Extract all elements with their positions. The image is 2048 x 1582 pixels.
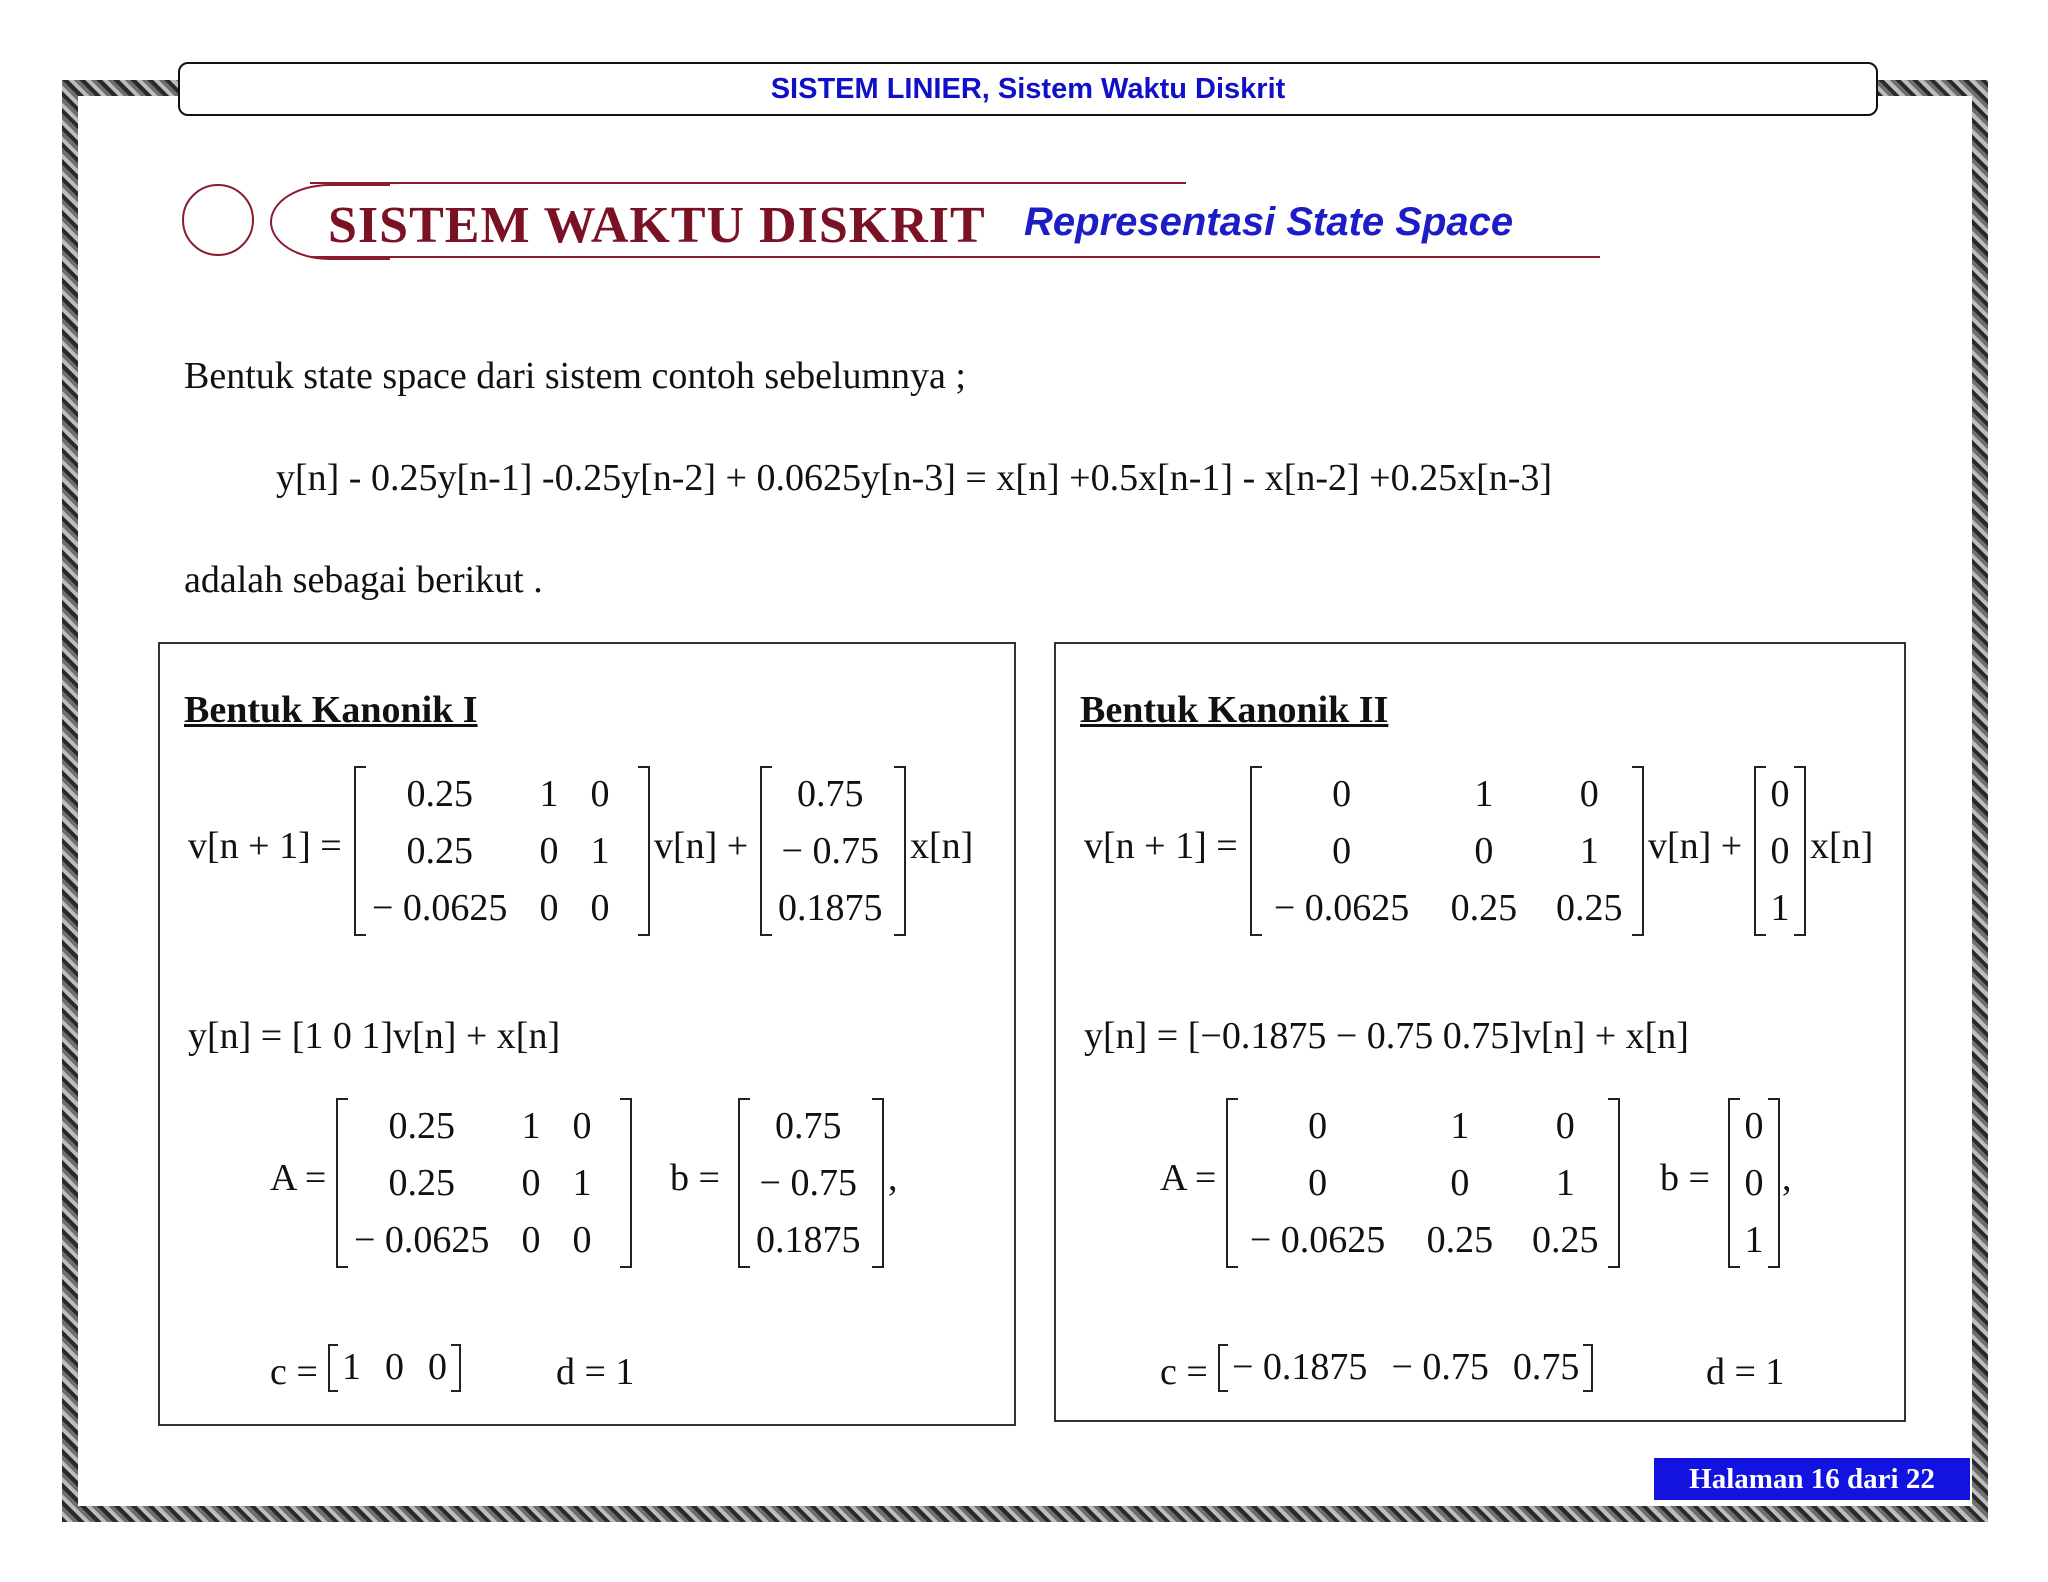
matrix-cell: 0.25 xyxy=(406,829,473,872)
matrix-cell: 0 xyxy=(521,1161,541,1204)
k2-comma: , xyxy=(1782,1157,1792,1199)
matrix-cell: 0.25 xyxy=(1426,1218,1494,1261)
k1-matrix-a-2-table xyxy=(338,1098,607,1268)
header-bar xyxy=(178,62,1878,116)
header-title: SISTEM LINIER, Sistem Waktu Diskrit xyxy=(770,72,1286,105)
vector-cell: 1 xyxy=(342,1346,361,1388)
matrix-cell: 0 xyxy=(521,1218,541,1261)
matrix-cell: − 0.75 xyxy=(781,829,879,872)
k1-vector-b-2 xyxy=(738,1098,884,1268)
matrix-cell: 1 xyxy=(1555,1161,1575,1204)
matrix-cell: 1 xyxy=(1450,1105,1470,1148)
matrix-cell: 0 xyxy=(572,1218,592,1261)
k1-c-label: c = xyxy=(270,1351,318,1393)
difference-equation: y[n] - 0.25y[n-1] -0.25y[n-2] + 0.0625y[n-3] = x[n] +0.5x[n-1] - x[n-2] +0.25x[n-3] xyxy=(276,457,1553,499)
k2-b-label: b = xyxy=(1660,1157,1710,1199)
page-number-badge: Halaman 16 dari 22 xyxy=(1654,1458,1970,1500)
matrix-cell: 0 xyxy=(1770,829,1790,872)
matrix-cell: 0 xyxy=(1474,829,1494,872)
vector-cell: 0 xyxy=(385,1346,404,1388)
k1-matrix-a-2 xyxy=(336,1098,632,1268)
matrix-cell: 0.1875 xyxy=(778,886,883,929)
matrix-cell: 0 xyxy=(1450,1161,1470,1204)
k1-state-tail: x[n] xyxy=(910,825,974,867)
matrix-cell: 0.25 xyxy=(388,1105,455,1148)
matrix-cell: 0.25 xyxy=(1450,886,1518,929)
matrix-cell: 0.25 xyxy=(1556,886,1623,929)
matrix-cell: − 0.75 xyxy=(759,1161,857,1204)
kanonik-1-title: Bentuk Kanonik I xyxy=(184,689,478,731)
matrix-cell: 0 xyxy=(1308,1105,1328,1148)
k2-matrix-a xyxy=(1250,766,1644,936)
k2-output-eq: y[n] = [−0.1875 − 0.75 0.75]v[n] + x[n] xyxy=(1084,1015,1689,1057)
vector-cell: − 0.75 xyxy=(1391,1346,1489,1388)
matrix-cell: − 0.0625 xyxy=(354,1218,490,1261)
section-subtitle: Representasi State Space xyxy=(1024,200,1514,244)
k2-matrix-a-2-table xyxy=(1228,1098,1618,1268)
k1-vector-b-table xyxy=(762,766,899,936)
matrix-cell: 1 xyxy=(539,773,559,816)
matrix-cell: 0 xyxy=(1308,1161,1328,1204)
title-top-rule xyxy=(310,182,1186,184)
section-title-row xyxy=(182,182,1602,262)
matrix-cell: 0 xyxy=(590,773,610,816)
matrix-cell: 0 xyxy=(1555,1105,1575,1148)
matrix-cell: 0 xyxy=(1744,1105,1764,1148)
vector-cell: − 0.1875 xyxy=(1232,1346,1368,1388)
matrix-cell: 0 xyxy=(1579,773,1599,816)
matrix-cell: 0.75 xyxy=(775,1105,842,1148)
k2-c-label: c = xyxy=(1160,1351,1208,1393)
k1-vector-c xyxy=(328,1344,461,1392)
k1-vector-b-2-table xyxy=(740,1098,877,1268)
title-bottom-rule xyxy=(310,256,1600,258)
matrix-cell: 0 xyxy=(1744,1161,1764,1204)
intro-line: Bentuk state space dari sistem contoh sebelumnya ; xyxy=(184,355,966,397)
matrix-cell: 1 xyxy=(1474,773,1494,816)
matrix-cell: 0.25 xyxy=(406,773,473,816)
k1-b-label: b = xyxy=(670,1157,720,1199)
matrix-cell: 1 xyxy=(521,1105,541,1148)
k2-vector-c xyxy=(1218,1344,1593,1392)
kanonik-2-title: Bentuk Kanonik II xyxy=(1080,689,1389,731)
matrix-cell: 1 xyxy=(572,1161,592,1204)
circle-ornament xyxy=(182,184,254,256)
k2-state-mid: v[n] + xyxy=(1648,825,1743,867)
matrix-cell: 0.1875 xyxy=(756,1218,861,1261)
k1-a-label: A = xyxy=(270,1157,327,1199)
matrix-cell: 0 xyxy=(590,886,610,929)
k2-d-eq: d = 1 xyxy=(1706,1351,1785,1393)
k1-matrix-a-table xyxy=(356,766,625,936)
k1-matrix-a xyxy=(354,766,650,936)
k1-comma: , xyxy=(888,1157,898,1199)
vector-cell: 0 xyxy=(428,1346,447,1388)
matrix-cell: 1 xyxy=(590,829,610,872)
k2-state-lhs: v[n + 1] = xyxy=(1084,825,1238,867)
matrix-cell: − 0.0625 xyxy=(372,886,508,929)
kanonik-2-box xyxy=(1054,642,1906,1422)
matrix-cell: − 0.0625 xyxy=(1249,1218,1386,1261)
k2-matrix-a-table xyxy=(1252,766,1642,936)
kanonik-1-box xyxy=(158,642,1016,1426)
matrix-cell: 0.25 xyxy=(1532,1218,1599,1261)
k2-vector-b-2-table xyxy=(1730,1098,1778,1268)
matrix-cell: 0.75 xyxy=(797,773,864,816)
matrix-cell: 0 xyxy=(539,829,559,872)
vector-cell: 0.75 xyxy=(1512,1346,1580,1388)
k1-output-eq: y[n] = [1 0 1]v[n] + x[n] xyxy=(188,1015,561,1057)
k1-state-lhs: v[n + 1] = xyxy=(188,825,342,867)
k2-state-tail: x[n] xyxy=(1810,825,1874,867)
k1-vector-b xyxy=(760,766,906,936)
section-title: SISTEM WAKTU DISKRIT xyxy=(328,197,986,254)
intro-line-2: adalah sebagai berikut . xyxy=(184,559,543,601)
matrix-cell: 0 xyxy=(539,886,559,929)
matrix-cell: 0 xyxy=(1332,773,1352,816)
matrix-cell: − 0.0625 xyxy=(1273,886,1410,929)
k1-d-eq: d = 1 xyxy=(556,1351,635,1393)
k1-state-mid: v[n] + xyxy=(654,825,749,867)
k2-a-label: A = xyxy=(1160,1157,1217,1199)
matrix-cell: 1 xyxy=(1744,1218,1764,1261)
k2-vector-b-table xyxy=(1756,766,1804,936)
matrix-cell: 0 xyxy=(572,1105,592,1148)
matrix-cell: 1 xyxy=(1770,886,1790,929)
matrix-cell: 0.25 xyxy=(388,1161,455,1204)
k2-vector-b xyxy=(1754,766,1806,936)
matrix-cell: 0 xyxy=(1770,773,1790,816)
matrix-cell: 1 xyxy=(1579,829,1599,872)
matrix-cell: 0 xyxy=(1332,829,1352,872)
k2-matrix-a-2 xyxy=(1226,1098,1620,1268)
k2-vector-b-2 xyxy=(1728,1098,1780,1268)
